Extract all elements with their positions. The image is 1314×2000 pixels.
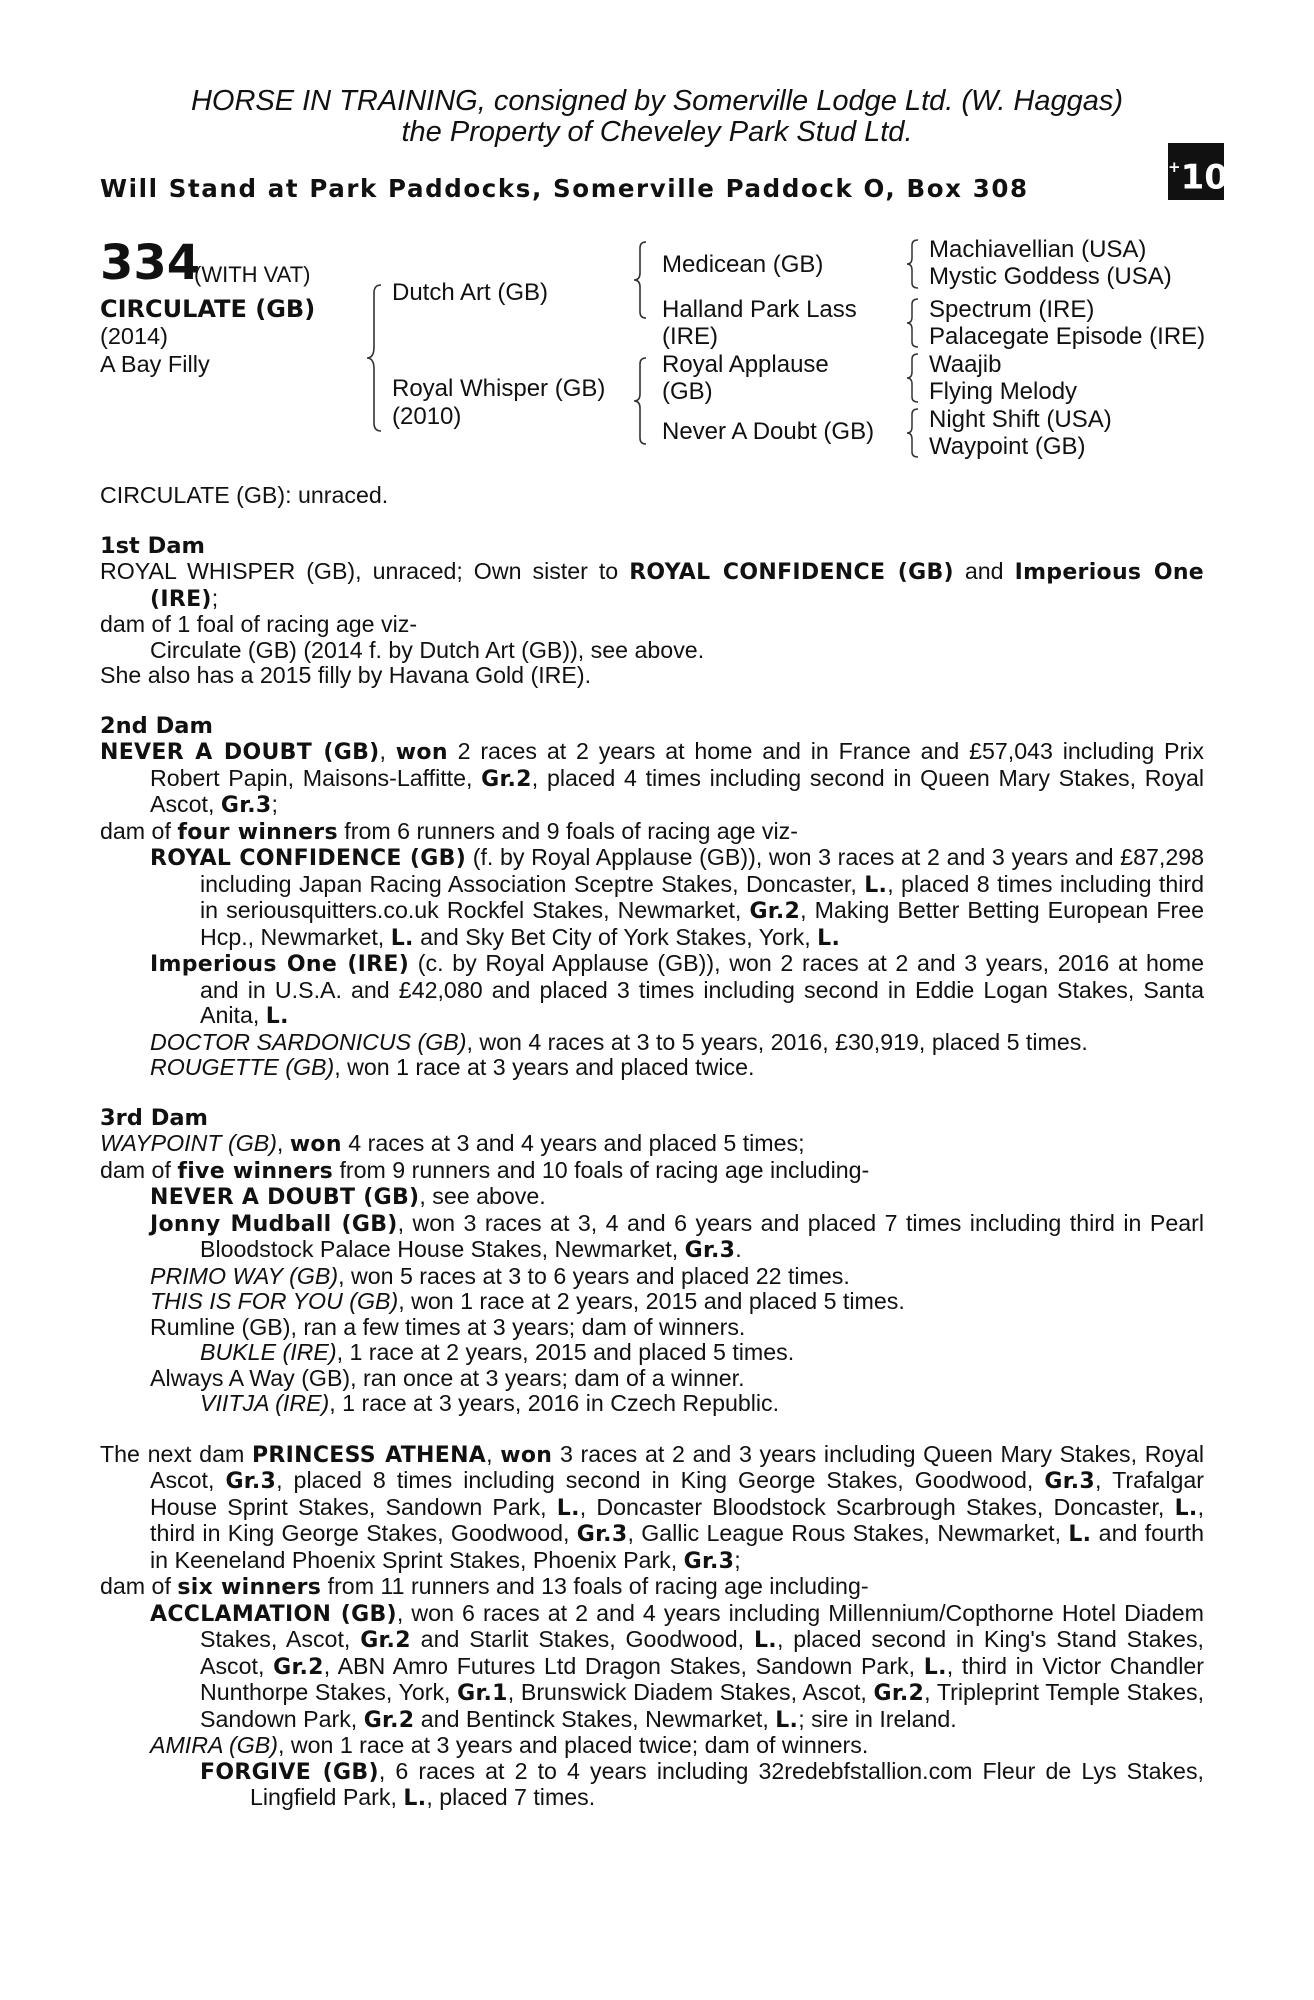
text: , Making Better Betting European Free Hcp., Newmarket,: [200, 897, 1204, 950]
dam-dam: Never A Doubt (GB): [662, 418, 875, 445]
text: , won 1 race at 2 years, 2015 and placed 5 times.: [398, 1288, 905, 1314]
grade: Gr.3: [683, 1548, 735, 1574]
grade: L.: [556, 1495, 580, 1521]
text: ,: [486, 1440, 501, 1467]
text: (c. by Royal Applause (GB)), won 2 races at 2 and 3 years, 2016 at home and in U.S.A. and £42,080 and placed 3 times including second in Eddie Logan Stakes, Santa Anita,: [200, 950, 1204, 1028]
text: .: [735, 1236, 742, 1262]
produce-entry: [100, 1030, 1204, 1056]
text: , won 1 race at 3 years and placed twice.: [334, 1054, 755, 1080]
first-dam-produce: Circulate (GB) (2014 f. by Dutch Art (GB)), see above.: [150, 636, 705, 663]
text: , Tripleprint Temple Stakes, Sandown Park,: [200, 1679, 1205, 1732]
catalogue-body: [100, 483, 1204, 1812]
text: , Brunswick Diadem Stakes, Ascot,: [507, 1679, 874, 1705]
foaling-year: (2014): [100, 323, 168, 349]
horse-bold: Imperious One (IRE): [150, 560, 1205, 612]
horse-italic: WAYPOINT (GB): [100, 1130, 277, 1156]
next-dam-produce-intro: [100, 1574, 1204, 1601]
first-dam-paragraph: [100, 559, 1204, 612]
grade: Gr.1: [457, 1681, 508, 1706]
text: , 1 race at 2 years, 2015 and placed 5 times.: [336, 1339, 795, 1365]
horse-italic: PRIMO WAY (GB): [150, 1262, 339, 1289]
dam-sire-line2: (GB): [662, 378, 713, 405]
g-brace-2: [905, 297, 923, 349]
g-brace-1: [905, 238, 923, 290]
text: , ABN Amro Futures Ltd Dragon Stakes, Sandown Park,: [323, 1652, 924, 1679]
produce-entry: Always A Way (GB), ran once at 3 years; dam of a winner.: [150, 1364, 745, 1391]
horse-italic: AMIRA (GB): [150, 1732, 278, 1758]
text: , placed 8 times including third in seriousquitters.co.uk Rockfel Stakes, Newmarket,: [200, 870, 1204, 923]
grade: L.: [1174, 1495, 1198, 1521]
first-dam-produce-intro: dam of 1 foal of racing age viz-: [100, 611, 418, 637]
badge-plus: +: [1168, 158, 1181, 176]
dam-year: (2010): [392, 403, 462, 430]
grade: L.: [923, 1654, 947, 1680]
text: , won 1 race at 3 years and placed twice; dam of winners.: [277, 1732, 869, 1758]
sire-dam-line2: (IRE): [662, 323, 718, 350]
grade: Gr.2: [873, 1681, 925, 1706]
produce-entry: [100, 1211, 1204, 1264]
race-record: CIRCULATE (GB): unraced.: [100, 482, 389, 508]
horse-italic: VIITJA (IRE): [200, 1390, 330, 1416]
text: and fourth in Keeneland Phoenix Sprint Stakes, Phoenix Park,: [150, 1520, 1204, 1573]
text: , placed 4 times including second in Queen Mary Stakes, Royal Ascot,: [150, 764, 1204, 817]
grade: L.: [817, 925, 841, 951]
grandsire-4: Night Shift (USA): [929, 406, 1112, 433]
horse-bold: FORGIVE (GB): [200, 1759, 379, 1785]
granddam-2: Palacegate Episode (IRE): [929, 323, 1206, 350]
second-dam-paragraph: NEVER A DOUBT (GB), won 2 races at 2 years at home and in France and £57,043 including Prix Robert Papin, Maisons-Laffitte, Gr.2, placed 4 times including second in Queen Mary Stakes, Royal Ascot, Gr.3;: [100, 738, 1204, 818]
g-brace-3: [905, 352, 923, 404]
grade: L.: [775, 1707, 799, 1733]
text: , Trafalgar House Sprint Stakes, Sandown Park,: [150, 1467, 1204, 1520]
badge-number: 10: [1180, 157, 1228, 198]
produce-entry: [100, 1264, 1204, 1290]
text: , Doncaster Bloodstock Scarbrough Stakes, Doncaster,: [579, 1493, 1175, 1520]
text: , placed second in King's Stand Stakes, Ascot,: [200, 1626, 1204, 1679]
text: , third in King George Stakes, Goodwood,: [150, 1493, 1205, 1546]
sire-parents-brace: [632, 240, 652, 320]
text: from 9 runners and 10 foals of racing age including-: [333, 1156, 870, 1183]
dam-sire-line1: Royal Applause: [662, 351, 829, 378]
lot-badge: [1168, 143, 1228, 200]
text: dam of: [100, 1156, 178, 1183]
grade: Gr.3: [225, 1469, 277, 1494]
text: ; sire in Ireland.: [798, 1705, 957, 1732]
grade: Gr.3: [684, 1238, 736, 1263]
sire-dam-line1: Halland Park Lass: [662, 296, 857, 323]
third-dam-heading: 3rd Dam: [100, 1104, 208, 1131]
text: , placed 8 times including second in King George Stakes, Goodwood,: [276, 1467, 1045, 1493]
text: , see above.: [419, 1183, 546, 1209]
grade: L.: [1068, 1522, 1092, 1547]
horse-bold: NEVER A DOUBT (GB): [150, 1185, 420, 1210]
text: 2 races at 2 years at home and in France and £57,043 including Prix Robert Papin, Maisons-Laffitte,: [150, 738, 1204, 791]
sire-name: Dutch Art (GB): [392, 279, 549, 306]
grade: L.: [753, 1628, 777, 1653]
horse-italic: ROUGETTE (GB): [150, 1054, 335, 1080]
winners-count: six winners: [177, 1575, 322, 1600]
horse-italic: DOCTOR SARDONICUS (GB): [150, 1028, 467, 1055]
text: , 1 race at 3 years, 2016 in Czech Republic.: [329, 1390, 780, 1416]
grandsire-3: Waajib: [929, 351, 1002, 378]
horse-italic: BUKLE (IRE): [200, 1339, 337, 1365]
granddam-3: Flying Melody: [929, 378, 1078, 405]
horse-bold: ROYAL CONFIDENCE (GB): [629, 560, 954, 585]
produce-entry: [100, 845, 1204, 951]
text: 4 races at 3 and 4 years and placed 5 times;: [341, 1130, 805, 1156]
text: ROYAL WHISPER (GB), unraced; Own sister to: [100, 558, 630, 584]
lot-number: 334: [100, 235, 201, 291]
grade: Gr.2: [363, 1707, 415, 1733]
text: , won 4 races at 3 to 5 years, 2016, £30,919, placed 5 times.: [466, 1028, 1088, 1055]
granddam-1: Mystic Goddess (USA): [929, 263, 1172, 290]
text: , won 3 races at 3, 4 and 6 years and placed 7 times including third in Pearl Bloodstock Palace House Stakes, Newmarket,: [200, 1209, 1204, 1262]
grade: L.: [265, 1004, 289, 1029]
horse-name: CIRCULATE (GB): [100, 295, 316, 323]
grade: Gr.2: [273, 1654, 324, 1680]
owner-line: the Property of Cheveley Park Stud Ltd.: [401, 116, 913, 148]
first-dam-heading: 1st Dam: [100, 532, 205, 559]
produce-entry: [100, 1601, 1204, 1734]
vat-note: (WITH VAT): [194, 262, 311, 287]
horse-bold: ACCLAMATION (GB): [150, 1601, 397, 1627]
second-dam-produce-intro: [100, 819, 1204, 846]
grandproduce-entry: [100, 1340, 1204, 1366]
text: dam of: [100, 817, 178, 844]
text: , third in Victor Chandler Nunthorpe Stakes, York,: [200, 1652, 1204, 1705]
produce-entry: [100, 1289, 1204, 1315]
horse-bold: PRINCESS ATHENA: [251, 1442, 487, 1468]
grade: Gr.3: [1044, 1469, 1096, 1494]
horse-bold: NEVER A DOUBT (GB): [100, 740, 380, 765]
third-dam-produce-intro: [100, 1158, 1204, 1185]
text: from 6 runners and 9 foals of racing age viz-: [337, 817, 798, 844]
horse-description: A Bay Filly: [100, 351, 210, 377]
produce-entry: [100, 1184, 1204, 1211]
grandproduce-entry: [100, 1391, 1204, 1417]
winners-count: five winners: [177, 1158, 334, 1184]
dam-parents-brace: [632, 356, 652, 446]
sire-dam-brace: [365, 283, 387, 433]
won-bold: won: [395, 740, 448, 765]
text: ;: [734, 1546, 741, 1573]
produce-entry: [100, 1055, 1204, 1081]
grade: Gr.3: [220, 793, 272, 818]
horse-bold: ROYAL CONFIDENCE (GB): [150, 846, 467, 871]
text: , 6 races at 2 to 4 years including 32redebfstallion.com Fleur de Lys Stakes, Lingfield Park,: [250, 1757, 1204, 1810]
sire-sire: Medicean (GB): [662, 251, 824, 278]
produce-entry: [100, 1733, 1204, 1759]
horse-bold: Imperious One (IRE): [150, 952, 410, 977]
horse-italic: THIS IS FOR YOU (GB): [150, 1288, 399, 1314]
text: , Gallic League Rous Stakes, Newmarket,: [627, 1520, 1069, 1546]
text: (f. by Royal Applause (GB)), won 3 races at 2 and 3 years and £87,298 including Japan Racing Association Sceptre Stakes, Doncaster,: [200, 844, 1205, 897]
won-bold: won: [289, 1132, 342, 1157]
text: ;: [211, 584, 219, 611]
won-bold: won: [500, 1442, 553, 1468]
produce-entry: [100, 951, 1204, 1030]
text: ;: [271, 791, 278, 817]
winners-count: four winners: [177, 819, 338, 845]
grade: L.: [403, 1786, 427, 1811]
second-dam-heading: 2nd Dam: [100, 712, 213, 739]
text: and Bentinck Stakes, Newmarket,: [414, 1705, 776, 1732]
dam-name: Royal Whisper (GB): [392, 375, 606, 402]
third-dam-paragraph: WAYPOINT (GB), won 4 races at 3 and 4 years and placed 5 times;: [100, 1130, 805, 1157]
grade: Gr.3: [576, 1522, 628, 1547]
grandsire-2: Spectrum (IRE): [929, 296, 1095, 323]
horse-bold: Jonny Mudball (GB): [150, 1211, 398, 1237]
next-dam-paragraph: [100, 1442, 1204, 1575]
stand-location: Will Stand at Park Paddocks, Somerville Paddock O, Box 308: [100, 174, 1029, 203]
text: from 11 runners and 13 foals of racing age including-: [321, 1573, 869, 1599]
consignor-line: HORSE IN TRAINING, consigned by Somerville Lodge Ltd. (W. Haggas): [190, 85, 1124, 117]
grade: Gr.2: [360, 1628, 411, 1653]
produce-entry: Rumline (GB), ran a few times at 3 years; dam of winners.: [150, 1313, 746, 1340]
grade: L.: [390, 925, 414, 951]
text: 3 races at 2 and 3 years including Queen Mary Stakes, Royal Ascot,: [150, 1440, 1204, 1493]
grandsire-1: Machiavellian (USA): [929, 236, 1147, 263]
text: , won 6 races at 2 and 4 years including Millennium/Copthorne Hotel Diadem Stakes, Ascot,: [200, 1599, 1204, 1652]
text: and Starlit Stakes, Goodwood,: [410, 1626, 754, 1652]
text: The next dam: [100, 1440, 252, 1467]
grade: L.: [864, 872, 888, 898]
text: dam of: [100, 1573, 178, 1599]
grade: Gr.2: [749, 899, 801, 924]
grandproduce-entry: [100, 1759, 1204, 1812]
text: and Sky Bet City of York Stakes, York,: [413, 923, 818, 950]
text: , placed 7 times.: [426, 1784, 596, 1810]
text: , won 5 races at 3 to 6 years and placed 22 times.: [338, 1262, 850, 1289]
granddam-4: Waypoint (GB): [929, 433, 1086, 460]
first-dam-note: She also has a 2015 filly by Havana Gold (IRE).: [100, 662, 592, 688]
grade: Gr.2: [481, 766, 532, 792]
text: and: [953, 558, 1015, 584]
g-brace-4: [905, 407, 923, 459]
